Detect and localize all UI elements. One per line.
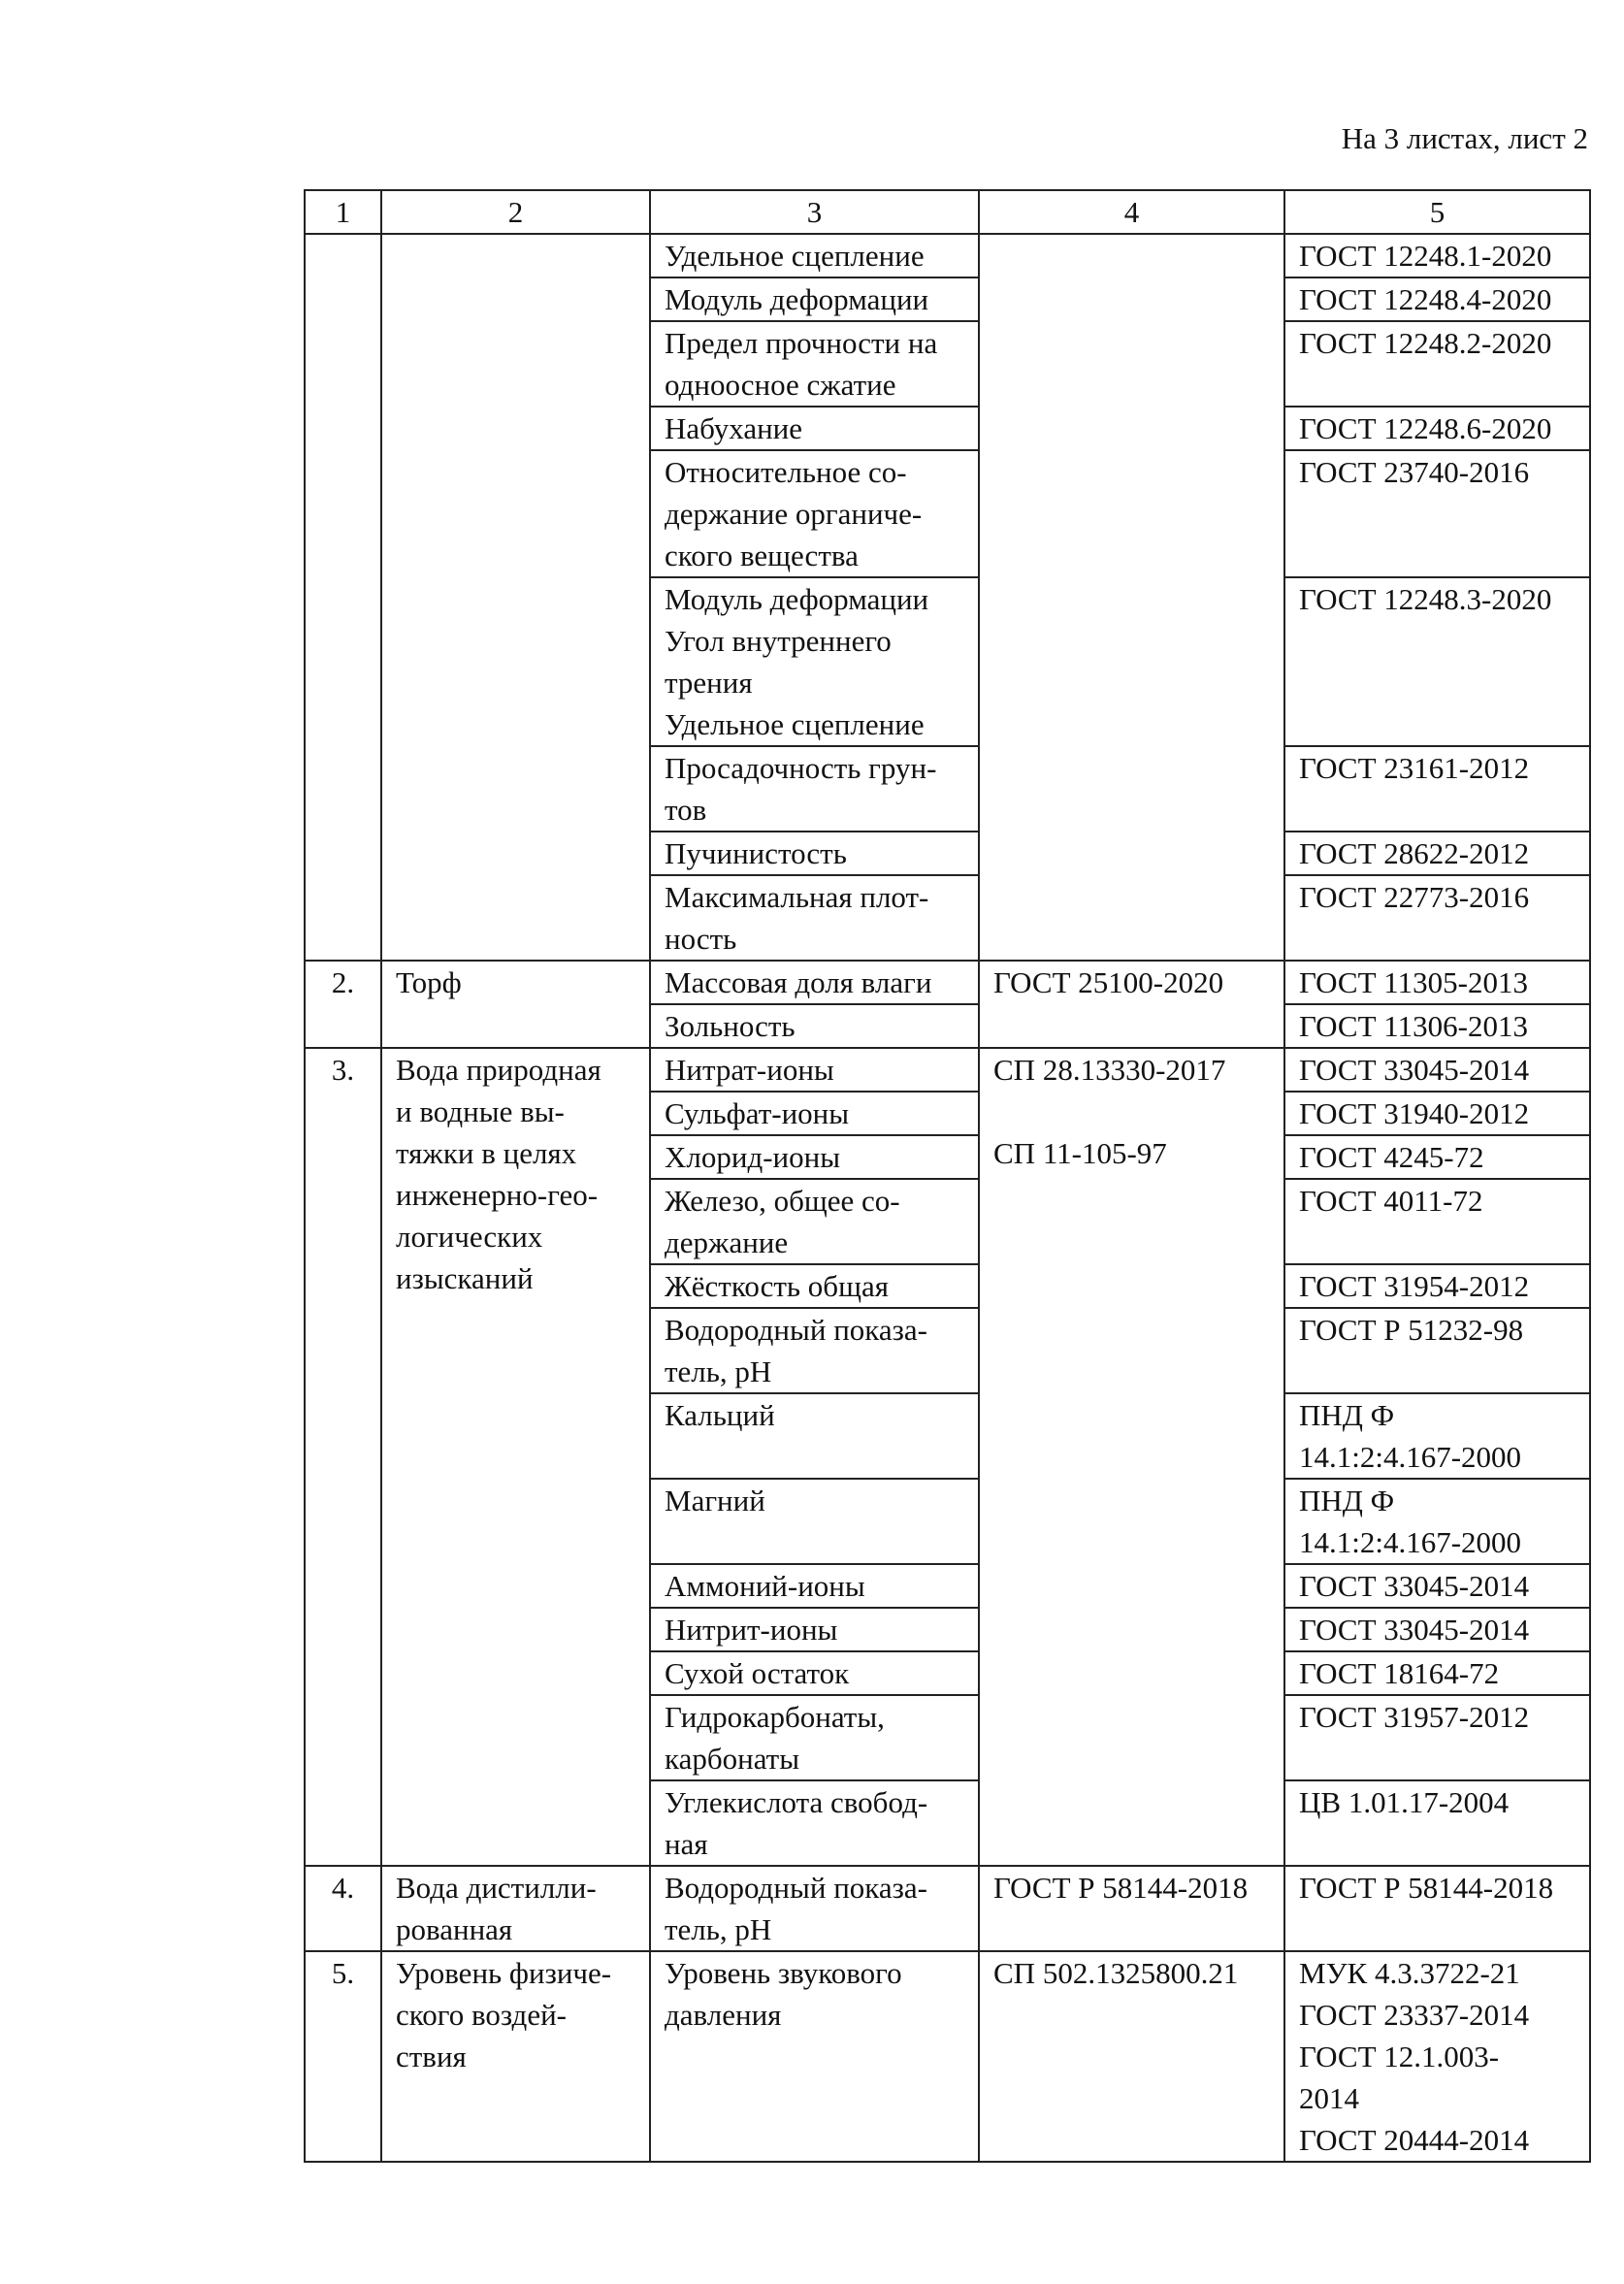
- parameter: Железо, общее со- держание: [650, 1179, 979, 1264]
- parameter: Зольность: [650, 1004, 979, 1048]
- test-method: ГОСТ 12248.4-2020: [1284, 277, 1590, 321]
- header-col-1: 1: [305, 190, 381, 234]
- parameter: Просадочность грун- тов: [650, 746, 979, 832]
- parameter: Массовая доля влаги: [650, 961, 979, 1004]
- parameter: Нитрат-ионы: [650, 1048, 979, 1092]
- parameter: Пучинистость: [650, 832, 979, 875]
- test-method: ГОСТ 31954-2012: [1284, 1264, 1590, 1308]
- table-row: [305, 1951, 1590, 2162]
- parameter: Модуль деформации Угол внутреннего трения Удельное сцепление: [650, 577, 979, 746]
- parameter: Гидрокарбонаты, карбонаты: [650, 1695, 979, 1780]
- sheet-label: На 3 листах, лист 2: [1341, 121, 1588, 155]
- parameter: Модуль деформации: [650, 277, 979, 321]
- parameter: Предел прочности на одноосное сжатие: [650, 321, 979, 407]
- test-method: МУК 4.3.3722-21 ГОСТ 23337-2014 ГОСТ 12.1.003- 2014 ГОСТ 20444-2014: [1284, 1951, 1590, 2162]
- normative-document: [979, 234, 1284, 961]
- header-row: [305, 190, 1590, 234]
- test-methods-table: [304, 189, 1591, 2163]
- test-method: ГОСТ 22773-2016: [1284, 875, 1590, 961]
- test-method: ГОСТ Р 51232-98: [1284, 1308, 1590, 1393]
- test-method: ГОСТ 23740-2016: [1284, 450, 1590, 577]
- parameter: Удельное сцепление: [650, 234, 979, 277]
- parameter: Углекислота свобод- ная: [650, 1780, 979, 1866]
- test-method: ГОСТ 12248.6-2020: [1284, 407, 1590, 450]
- parameter: Нитрит-ионы: [650, 1608, 979, 1651]
- test-method: ПНД Ф 14.1:2:4.167-2000: [1284, 1479, 1590, 1564]
- test-method: ГОСТ 12248.2-2020: [1284, 321, 1590, 407]
- header-col-2: 2: [381, 190, 650, 234]
- test-method: ГОСТ 33045-2014: [1284, 1564, 1590, 1608]
- parameter: Сульфат-ионы: [650, 1092, 979, 1135]
- normative-document: СП 28.13330-2017 СП 11-105-97: [979, 1048, 1284, 1866]
- test-method: ГОСТ 28622-2012: [1284, 832, 1590, 875]
- table-row: [305, 961, 1590, 1004]
- test-method: ГОСТ 31940-2012: [1284, 1092, 1590, 1135]
- test-method: ГОСТ 18164-72: [1284, 1651, 1590, 1695]
- normative-document: СП 502.1325800.21: [979, 1951, 1284, 2162]
- parameter: Водородный показа- тель, pH: [650, 1866, 979, 1951]
- item-number: 5.: [305, 1951, 381, 2162]
- parameter: Набухание: [650, 407, 979, 450]
- test-object: Вода дистилли- рованная: [381, 1866, 650, 1951]
- parameter: Кальций: [650, 1393, 979, 1479]
- item-number: [305, 234, 381, 961]
- test-object: [381, 234, 650, 961]
- table-row: [305, 1048, 1590, 1092]
- test-method: ГОСТ 11306-2013: [1284, 1004, 1590, 1048]
- table-row: [305, 1866, 1590, 1951]
- normative-document: ГОСТ 25100-2020: [979, 961, 1284, 1048]
- parameter: Сухой остаток: [650, 1651, 979, 1695]
- test-method: ПНД Ф 14.1:2:4.167-2000: [1284, 1393, 1590, 1479]
- normative-document: ГОСТ Р 58144-2018: [979, 1866, 1284, 1951]
- header-col-3: 3: [650, 190, 979, 234]
- parameter: Жёсткость общая: [650, 1264, 979, 1308]
- test-method: ГОСТ 12248.3-2020: [1284, 577, 1590, 746]
- test-method: ГОСТ 33045-2014: [1284, 1048, 1590, 1092]
- item-number: 4.: [305, 1866, 381, 1951]
- test-method: ГОСТ 4245-72: [1284, 1135, 1590, 1179]
- parameter: Максимальная плот- ность: [650, 875, 979, 961]
- test-method: ЦВ 1.01.17-2004: [1284, 1780, 1590, 1866]
- item-number: 3.: [305, 1048, 381, 1866]
- test-object: Уровень физиче- ского воздей- ствия: [381, 1951, 650, 2162]
- parameter: Хлорид-ионы: [650, 1135, 979, 1179]
- test-method: ГОСТ 12248.1-2020: [1284, 234, 1590, 277]
- header-col-5: 5: [1284, 190, 1590, 234]
- test-method: ГОСТ Р 58144-2018: [1284, 1866, 1590, 1951]
- test-method: ГОСТ 31957-2012: [1284, 1695, 1590, 1780]
- test-method: ГОСТ 11305-2013: [1284, 961, 1590, 1004]
- test-method: ГОСТ 33045-2014: [1284, 1608, 1590, 1651]
- parameter: Водородный показа- тель, pH: [650, 1308, 979, 1393]
- header-col-4: 4: [979, 190, 1284, 234]
- test-object: Торф: [381, 961, 650, 1048]
- parameter: Уровень звукового давления: [650, 1951, 979, 2162]
- parameter: Аммоний-ионы: [650, 1564, 979, 1608]
- item-number: 2.: [305, 961, 381, 1048]
- test-method: ГОСТ 23161-2012: [1284, 746, 1590, 832]
- test-object: Вода природная и водные вы- тяжки в целях инженерно-гео- логических изысканий: [381, 1048, 650, 1866]
- parameter: Относительное со- держание органиче- ского вещества: [650, 450, 979, 577]
- test-method: ГОСТ 4011-72: [1284, 1179, 1590, 1264]
- table-row: [305, 234, 1590, 277]
- parameter: Магний: [650, 1479, 979, 1564]
